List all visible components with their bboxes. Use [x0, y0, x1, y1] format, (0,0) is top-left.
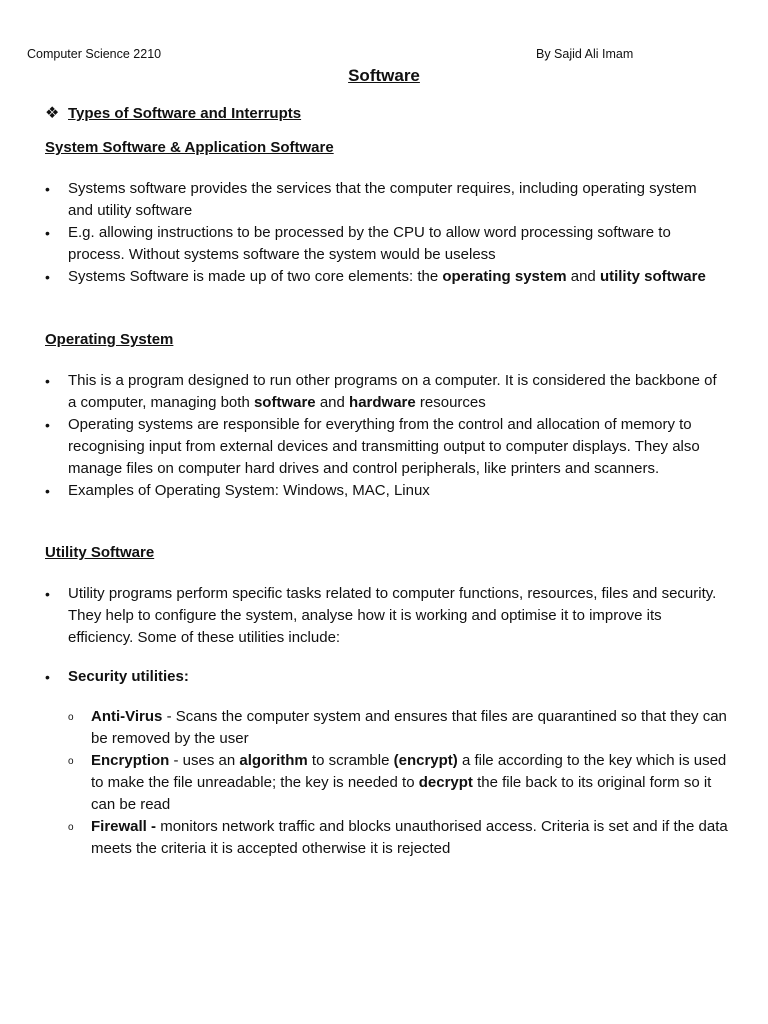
- operating-system-list: [45, 370, 725, 502]
- list-item: • Operating systems are responsible for everything from the control and allocation of memory to recognising input from external devices and transmitting output to computer displays. They also manage files on computer hard drives and control peripherals, like printers and scanners.: [45, 414, 725, 480]
- types-heading-text: Types of Software and Interrupts: [68, 105, 302, 122]
- utility-software-list: [45, 583, 725, 649]
- text-run: and: [315, 394, 350, 411]
- diamond-bullet-icon: ❖: [45, 105, 60, 122]
- security-utilities-label: Security utilities:: [68, 668, 189, 685]
- text-run: This is a program designed to run other programs on a computer. It is considered the backbone of a computer, managing both: [68, 372, 717, 411]
- text-run: monitors network traffic and blocks unauthorised access. Criteria is set and if the data meets the criteria it is accepted otherwise it is rejected: [91, 818, 728, 857]
- bold-term: decrypt: [418, 774, 473, 791]
- list-item: [45, 666, 725, 688]
- text-run: a file according to the key which is used to make the file unreadable; the key is needed to: [91, 752, 727, 791]
- sub-list-item-encryption: [68, 750, 728, 816]
- bold-term: Firewall -: [91, 818, 157, 835]
- security-utilities-list: [45, 666, 725, 688]
- text-run: and: [566, 268, 600, 285]
- text-run: to scramble: [307, 752, 394, 769]
- text-run: the file back to its original form so it can be read: [91, 774, 712, 813]
- text-run: - Scans the computer system and ensures that files are quarantined so that they can be removed by the user: [91, 708, 727, 747]
- section-heading-operating-system: Operating System: [45, 331, 174, 348]
- bold-term: Anti-Virus: [91, 708, 163, 725]
- page-title: Software: [348, 66, 420, 85]
- text-run: Systems Software is made up of two core elements: the: [68, 268, 443, 285]
- system-software-list: [45, 178, 725, 288]
- bold-term: (encrypt): [393, 752, 458, 769]
- bold-term: software: [253, 394, 316, 411]
- bold-term: hardware: [349, 394, 416, 411]
- text-run: - uses an: [169, 752, 240, 769]
- bold-term: algorithm: [239, 752, 308, 769]
- section-heading-utility-software: Utility Software: [45, 544, 155, 561]
- list-item: • E.g. allowing instructions to be processed by the CPU to allow word processing software to process. Without systems software the system would be useless: [45, 222, 725, 266]
- list-item: • Systems software provides the services that the computer requires, including operating system and utility software: [45, 178, 725, 222]
- author-label: By Sajid Ali Imam: [536, 47, 634, 61]
- types-heading: [45, 103, 735, 125]
- sub-list-item-antivirus: [68, 706, 728, 750]
- security-utilities-sublist: [68, 706, 728, 860]
- bold-term: operating system: [442, 268, 567, 285]
- sub-list-item-firewall: [68, 816, 728, 860]
- text-run: resources: [415, 394, 486, 411]
- bold-term: Encryption: [91, 752, 170, 769]
- list-item: • Utility programs perform specific tasks related to computer functions, resources, files and security. They help to configure the system, analyse how it is working and optimise it to improve its efficiency. Some of these utilities include:: [45, 583, 725, 649]
- course-label: Computer Science 2210: [27, 47, 162, 61]
- list-item: • Examples of Operating System: Windows, MAC, Linux: [45, 480, 725, 502]
- list-item: [45, 266, 725, 288]
- list-item: [45, 370, 725, 414]
- section-heading-system-software: System Software & Application Software: [45, 139, 334, 156]
- bold-term: utility software: [599, 268, 706, 285]
